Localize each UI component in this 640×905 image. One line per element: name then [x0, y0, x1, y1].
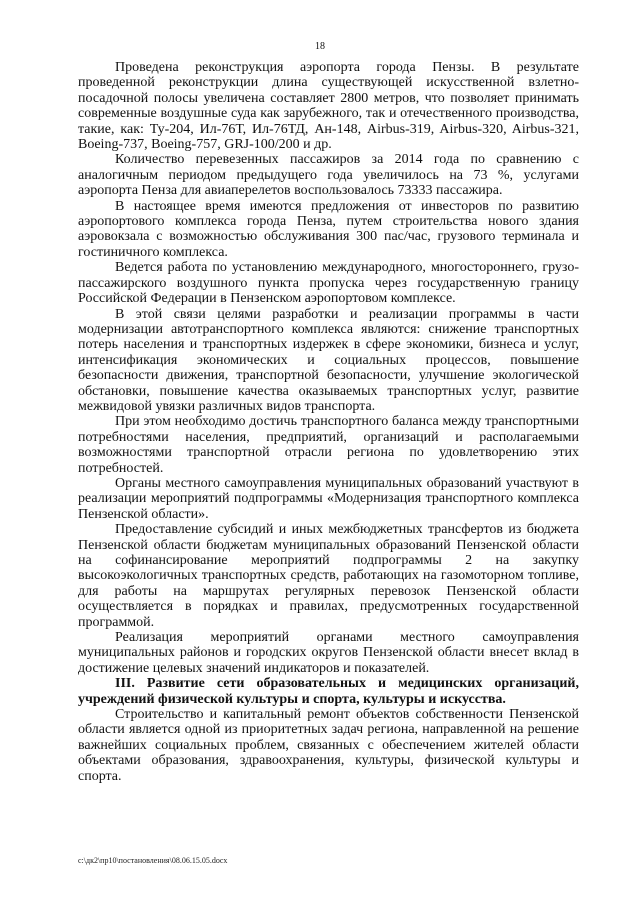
paragraph-border-checkpoint: Ведется работа по установлению международного, многостороннего, грузо-пассажирского воздушного пункта пропуска через государственную границу Российской Федерации в Пензенском аэропортовом комплексе.	[78, 260, 579, 307]
paragraph-passenger-count: Количество перевезенных пассажиров за 2014 года по сравнению с аналогичным периодом предыдущего года увеличилось на 73 %, услугами аэропорта Пенза для авиаперелетов воспользовалось 73333 пассажира.	[78, 152, 579, 199]
paragraph-local-government: Органы местного самоуправления муниципальных образований участвуют в реализации мероприятий подпрограммы «Модернизация транспортного комплекса Пензенской области».	[78, 475, 579, 522]
paragraph-subsidies: Предоставление субсидий и иных межбюджетных трансфертов из бюджета Пензенской области бюджетам муниципальных образований Пензенской области на софинансирование мероприятий подпрограммы 2 на закупку высокоэкологичных транспортных средств, работающих на газомоторном топливе, для работы на маршрутах регулярных перевозок Пензенской области осуществляется в порядках и правилах, предусмотренных государственной программой.	[78, 522, 579, 630]
document-body	[78, 60, 579, 784]
paragraph-airport-reconstruction: Проведена реконструкция аэропорта города Пензы. В результате проведенной реконструкции длина существующей искусственной взлетно-посадочной полосы увеличена составляет 2800 метров, что позволяет принимать современные воздушные суда как зарубежного, так и отечественного производства, такие, как: Ту-204, Ил-76Т, Ил-76ТД, Ан-148, Airbus-319, Airbus-320, Airbus-321, Boeing-737, Boeing-757, GRJ-100/200 и др.	[78, 60, 579, 153]
paragraph-investor-proposals: В настоящее время имеются предложения от инвесторов по развитию аэропортового комплекса города Пенза, путем строительства нового здания аэровокзала с возможностью обслуживания 300 пас/час, грузового терминала и гостиничного комплекса.	[78, 198, 579, 260]
paragraph-program-goals: В этой связи целями разработки и реализации программы в части модернизации автотранспортного комплекса являются: снижение транспортных потерь населения и транспортных издержек в сфере экономики, бизнеса и услуг, интенсификация экономических и социальных процессов, повышение безопасности движения, транспортной безопасности, улучшение экологической обстановки, повышение качества оказываемых транспортных услуг, развитие межвидовой увязки различных видов транспорта.	[78, 306, 579, 414]
paragraph-indicators: Реализация мероприятий органами местного самоуправления муниципальных районов и городских округов Пензенской области внесет вклад в достижение целевых значений индикаторов и показателей.	[78, 630, 579, 676]
paragraph-transport-balance: При этом необходимо достичь транспортного баланса между транспортными потребностями населения, предприятий, организаций и располагаемыми возможностями транспортной отрасли региона по удовлетворению этих потребностей.	[78, 414, 579, 476]
section-heading: III. Развитие сети образовательных и медицинских организаций, учреждений физической культуры и спорта, культуры и искусства.	[78, 676, 579, 707]
paragraph-construction: Строительство и капитальный ремонт объектов собственности Пензенской области является одной из приоритетных задач региона, направленной на решение важнейших социальных проблем, связанных с обеспечением жителей области объектами образования, здравоохранения, культуры, физической культуры и спорта.	[78, 707, 579, 784]
page-number: 18	[315, 41, 325, 52]
footer-file-path: c:\дк2\пр10\постановления\08.06.15.05.docx	[78, 856, 228, 865]
